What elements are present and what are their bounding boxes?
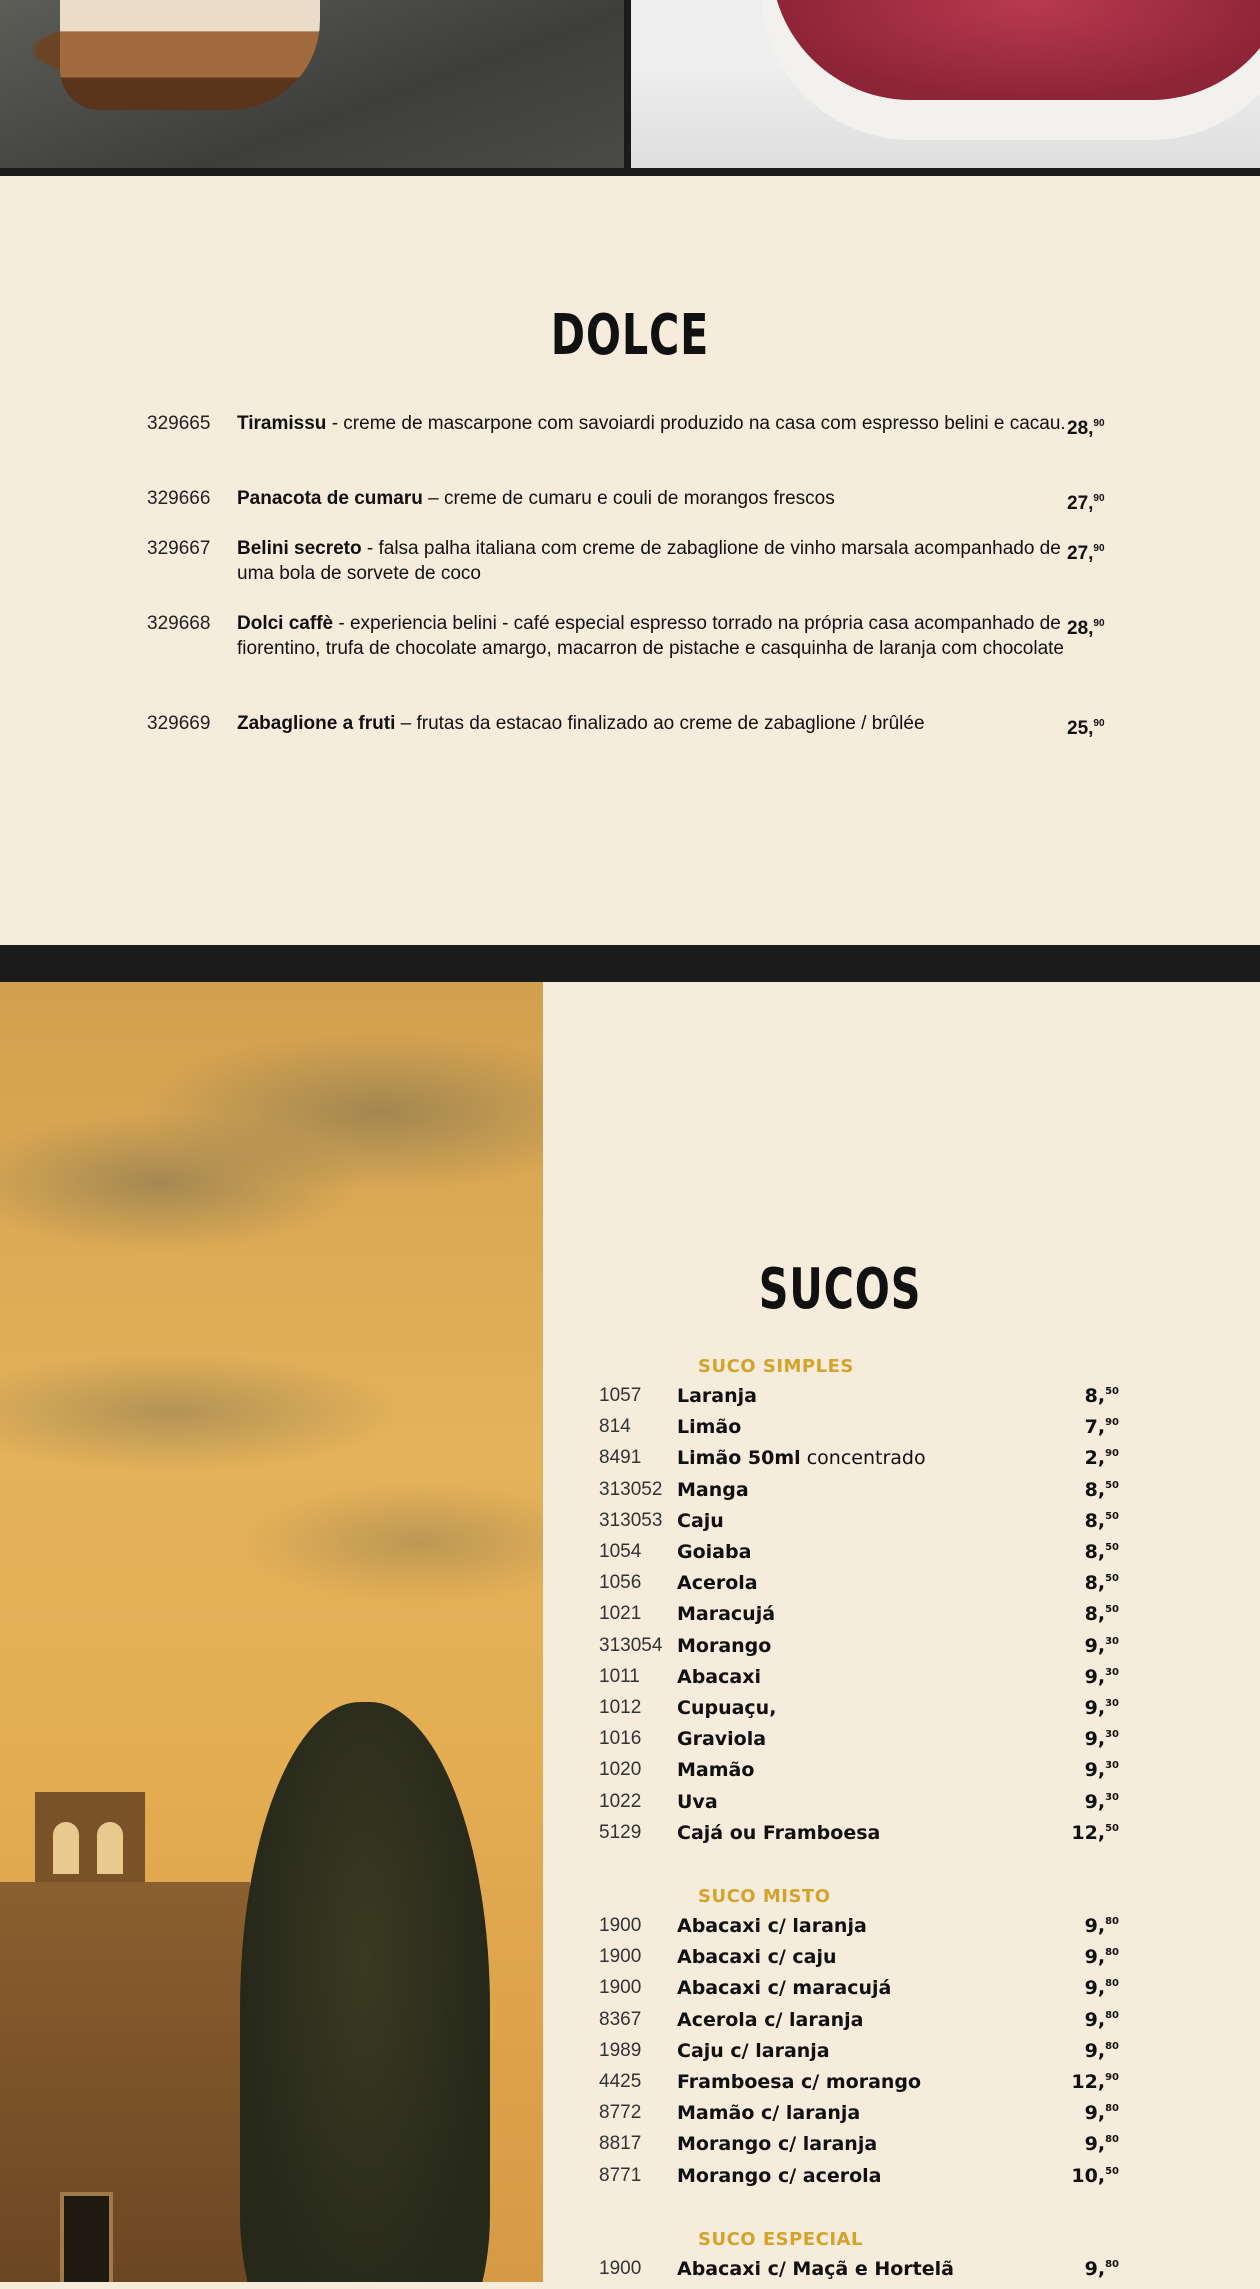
item-name: Acerola c/ laranja xyxy=(677,2008,864,2031)
item-price: 8,50 xyxy=(1084,1478,1119,1501)
item-name: Abacaxi c/ maracujá xyxy=(677,1977,892,2000)
item-name: Morango xyxy=(677,1634,772,1657)
cake-photo xyxy=(0,0,624,168)
item-code: 1900 xyxy=(599,1946,642,1968)
item-code: 313054 xyxy=(599,1634,663,1656)
item-price: 25,90 xyxy=(1067,718,1105,739)
juice-row xyxy=(599,1946,1199,1977)
item-extra: concentrado xyxy=(800,1447,926,1470)
category-heading-especial: SUCO ESPECIAL xyxy=(698,2229,863,2250)
item-name: Goiaba xyxy=(677,1541,752,1563)
juice-row xyxy=(599,2102,1199,2133)
item-name: Tiramissu xyxy=(237,413,327,434)
sucos-section xyxy=(543,982,1260,2282)
item-desc-text: - creme de mascarpone com savoiardi produzido na casa com espresso belini e cacau. xyxy=(326,413,1066,434)
item-price: 2,90 xyxy=(1084,1447,1119,1470)
item-name: Graviola xyxy=(677,1728,767,1751)
item-name: Maracujá xyxy=(677,1603,776,1626)
item-price: 27,90 xyxy=(1067,493,1105,514)
item-name: Manga xyxy=(677,1478,749,1501)
item-price: 9,30 xyxy=(1084,1728,1119,1751)
item-price: 9,80 xyxy=(1084,2133,1119,2156)
item-code: 5129 xyxy=(599,1821,642,1843)
item-price: 9,30 xyxy=(1084,1634,1119,1657)
item-code: 4425 xyxy=(599,2071,642,2092)
church-door xyxy=(60,2192,113,2282)
item-code: 313053 xyxy=(599,1509,663,1531)
item-name: Abacaxi c/ laranja xyxy=(677,1915,867,1937)
juice-row xyxy=(599,1479,1199,1510)
juice-row xyxy=(599,1541,1199,1572)
item-name: Abacaxi c/ caju xyxy=(677,1946,837,1969)
item-desc-text: - falsa palha italiana com creme de zabaglione de vinho marsala acompanhado de uma bola de sorvete de coco xyxy=(237,538,1061,584)
item-name: Framboesa c/ morango xyxy=(677,2071,922,2093)
item-price: 8,50 xyxy=(1084,1541,1119,1563)
item-code: 1900 xyxy=(599,2258,642,2279)
item-price: 8,50 xyxy=(1084,1603,1119,1626)
juice-row xyxy=(599,1977,1199,2008)
juice-row xyxy=(599,1697,1199,1728)
item-name: Dolci caffè xyxy=(237,613,334,634)
berry-dessert-photo xyxy=(631,0,1260,168)
item-name: Caju xyxy=(677,1509,724,1532)
item-price: 27,90 xyxy=(1067,543,1105,564)
item-code: 313052 xyxy=(599,1478,663,1500)
item-code: 8367 xyxy=(599,2008,642,2030)
juice-row xyxy=(599,2009,1199,2040)
item-name: Limão 50ml concentrado xyxy=(677,1447,926,1470)
item-price: 12,50 xyxy=(1071,1821,1119,1844)
item-code: 329668 xyxy=(147,613,211,634)
category-heading-misto: SUCO MISTO xyxy=(698,1886,831,1907)
item-price: 9,80 xyxy=(1084,1915,1119,1937)
juice-row xyxy=(599,1759,1199,1790)
item-code: 1020 xyxy=(599,1759,642,1781)
item-price: 8,50 xyxy=(1084,1385,1119,1407)
item-desc-text: – creme de cumaru e couli de morangos frescos xyxy=(422,488,835,509)
item-code: 1057 xyxy=(599,1385,642,1406)
item-name: Panacota de cumaru xyxy=(237,488,423,509)
item-code: 8817 xyxy=(599,2133,642,2155)
item-price: 9,30 xyxy=(1084,1759,1119,1782)
item-description xyxy=(237,536,1067,586)
item-code: 329669 xyxy=(147,713,211,734)
dolce-section xyxy=(0,176,1260,945)
item-price: 9,80 xyxy=(1084,2102,1119,2125)
item-code: 8772 xyxy=(599,2102,642,2124)
item-code: 329665 xyxy=(147,413,211,434)
tuscan-landscape-painting xyxy=(0,982,543,2282)
juice-row xyxy=(599,2071,1199,2102)
item-name: Cupuaçu, xyxy=(677,1697,777,1719)
juice-row xyxy=(599,1510,1199,1541)
item-name: Abacaxi xyxy=(677,1665,761,1688)
juice-row xyxy=(599,1666,1199,1697)
section-divider xyxy=(0,945,1260,982)
juice-row xyxy=(599,2133,1199,2164)
juice-row xyxy=(599,1385,1199,1416)
item-name: Zabaglione a fruti xyxy=(237,713,396,734)
item-price: 7,90 xyxy=(1084,1416,1119,1439)
item-price: 8,50 xyxy=(1084,1509,1119,1532)
church-building xyxy=(0,1882,250,2282)
item-code: 1021 xyxy=(599,1603,642,1625)
item-price: 9,80 xyxy=(1084,2008,1119,2031)
juice-row xyxy=(599,1635,1199,1666)
item-name: Mamão c/ laranja xyxy=(677,2102,861,2125)
item-code: 1022 xyxy=(599,1790,642,1812)
item-price: 9,30 xyxy=(1084,1790,1119,1813)
item-price: 28,90 xyxy=(1067,618,1105,639)
item-name: Acerola xyxy=(677,1572,758,1595)
item-code: 1900 xyxy=(599,1915,642,1936)
item-name: Morango c/ laranja xyxy=(677,2133,878,2156)
juice-row xyxy=(599,1822,1199,1853)
item-price: 9,80 xyxy=(1084,1977,1119,2000)
item-code: 329666 xyxy=(147,488,211,509)
item-code: 1016 xyxy=(599,1728,642,1750)
item-desc-text: - experiencia belini - café especial espresso torrado na própria casa acompanhado de fiorentino, trufa de chocolate amargo, macarron de pistache e casquinha de laranja com chocolate xyxy=(237,613,1064,659)
juice-row xyxy=(599,1915,1199,1946)
item-name: Caju c/ laranja xyxy=(677,2039,830,2062)
item-price: 9,80 xyxy=(1084,1946,1119,1969)
bell-tower xyxy=(35,1792,145,1892)
item-code: 329667 xyxy=(147,538,211,559)
cypress-tree xyxy=(240,1702,490,2282)
item-name: Belini secreto xyxy=(237,538,362,559)
item-name: Limão xyxy=(677,1416,742,1439)
item-name: Mamão xyxy=(677,1759,755,1782)
item-price: 8,50 xyxy=(1084,1572,1119,1595)
item-code: 1012 xyxy=(599,1697,642,1718)
item-price: 28,90 xyxy=(1067,418,1105,439)
item-name: Uva xyxy=(677,1790,718,1813)
item-description xyxy=(237,611,1067,661)
juice-row xyxy=(599,1728,1199,1759)
item-name: Morango c/ acerola xyxy=(677,2164,882,2187)
juice-row xyxy=(599,2040,1199,2071)
juice-row xyxy=(599,1572,1199,1603)
item-price: 9,80 xyxy=(1084,2039,1119,2062)
item-name: Abacaxi c/ Maçã e Hortelã xyxy=(677,2258,954,2280)
sucos-title: SUCOS xyxy=(758,1257,922,1322)
category-heading-simples: SUCO SIMPLES xyxy=(698,1356,854,1377)
juice-row xyxy=(599,1603,1199,1634)
item-price: 12,90 xyxy=(1071,2071,1119,2093)
item-code: 1054 xyxy=(599,1541,642,1562)
juice-row xyxy=(599,1447,1199,1478)
juice-row xyxy=(599,2165,1199,2196)
item-name: Cajá ou Framboesa xyxy=(677,1821,881,1844)
item-name: Laranja xyxy=(677,1385,757,1407)
item-price: 9,30 xyxy=(1084,1665,1119,1688)
item-description xyxy=(237,486,1117,511)
juice-row xyxy=(599,1791,1199,1822)
item-code: 8771 xyxy=(599,2164,642,2186)
item-price: 10,50 xyxy=(1071,2164,1119,2187)
item-price: 9,80 xyxy=(1084,2258,1119,2280)
item-code: 1011 xyxy=(599,1665,640,1687)
item-code: 8491 xyxy=(599,1447,642,1469)
item-description xyxy=(237,411,1117,436)
item-code: 1900 xyxy=(599,1977,642,1999)
item-description xyxy=(237,711,1067,736)
item-code: 1989 xyxy=(599,2039,642,2061)
item-price: 9,30 xyxy=(1084,1697,1119,1719)
item-desc-text: – frutas da estacao finalizado ao creme de zabaglione / brûlée xyxy=(395,713,925,734)
juice-row xyxy=(599,2258,1199,2289)
item-code: 1056 xyxy=(599,1572,642,1594)
dolce-title: DOLCE xyxy=(550,303,710,368)
dessert-photos-strip xyxy=(0,0,1260,176)
juice-row xyxy=(599,1416,1199,1447)
item-code: 814 xyxy=(599,1416,631,1438)
